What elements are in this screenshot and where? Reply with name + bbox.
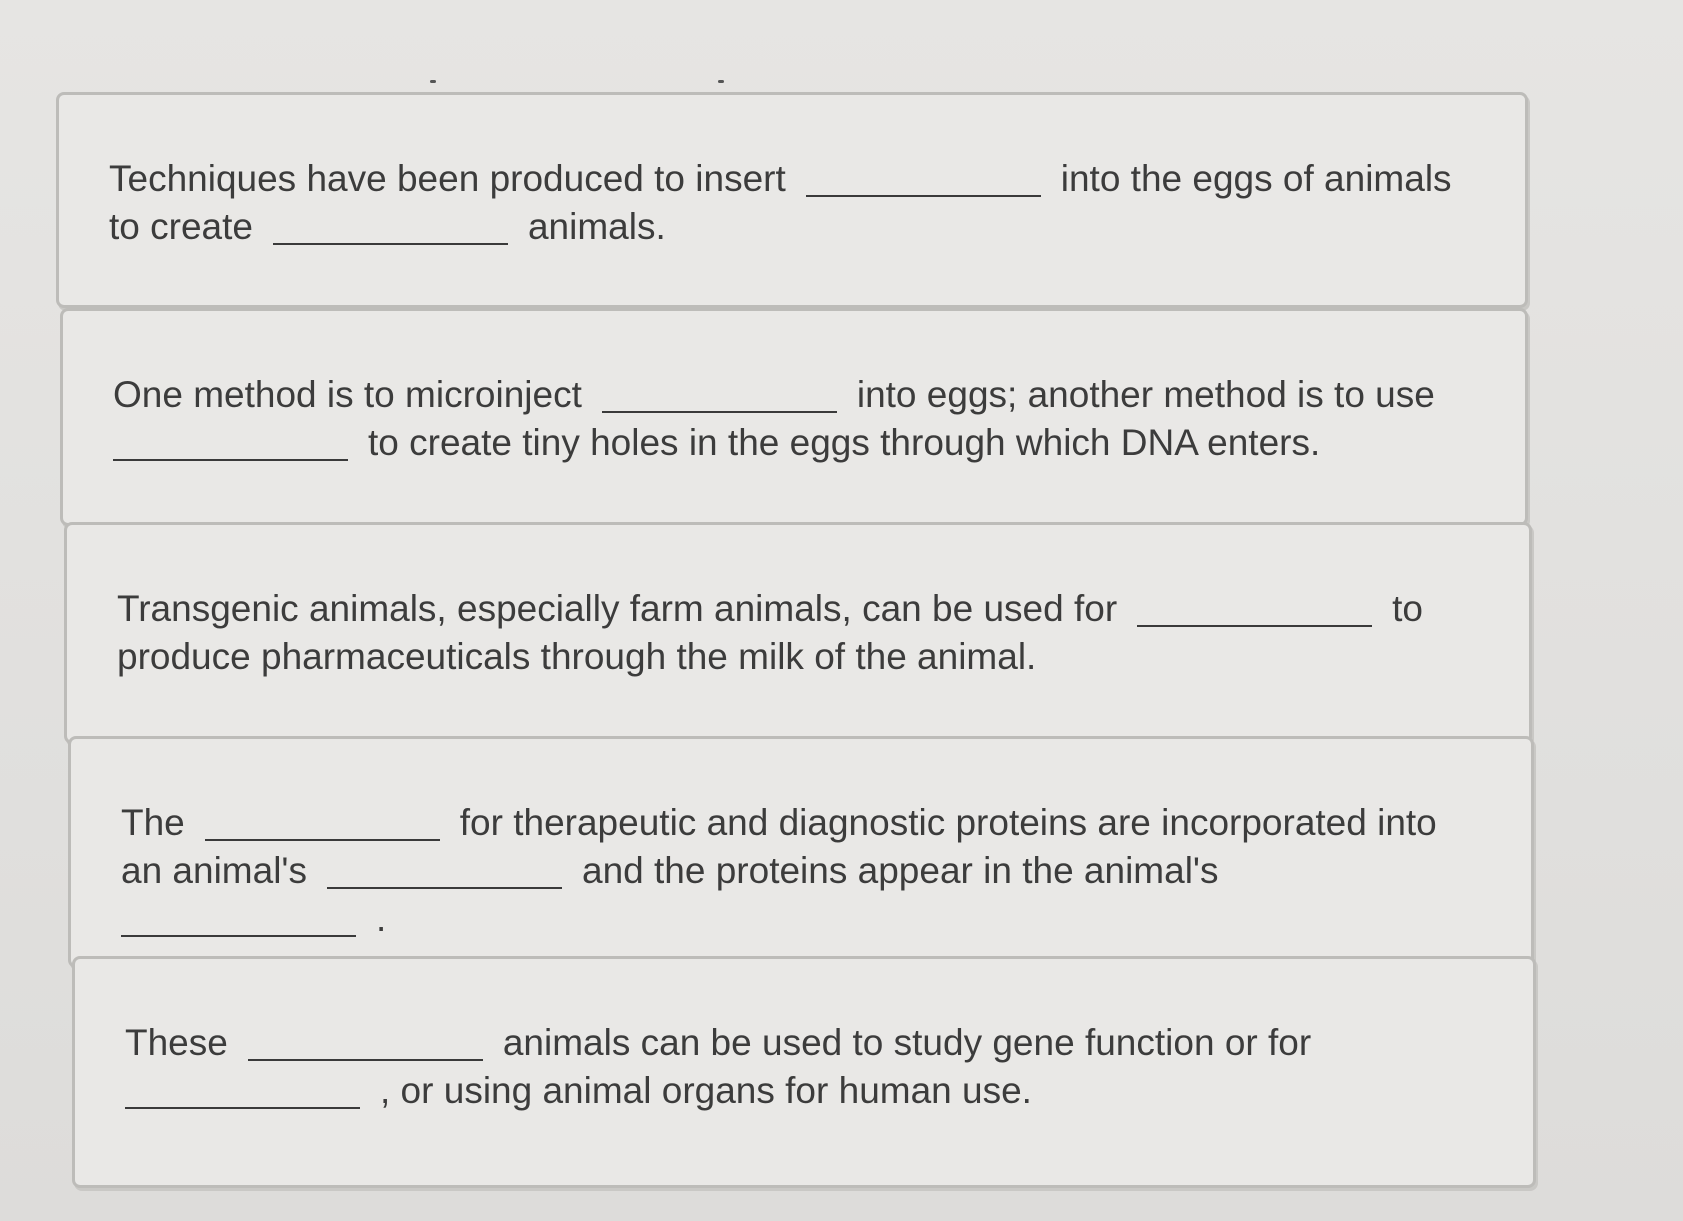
question-text-segment: to create — [109, 206, 253, 247]
question-text-segment: , or using animal organs for human use. — [380, 1070, 1032, 1111]
question-text-1 — [109, 155, 1452, 251]
question-text-segment: One method is to microinject — [113, 374, 582, 415]
question-text-segment: for therapeutic and diagnostic proteins are incorporated into — [459, 802, 1437, 843]
question-card-2 — [60, 308, 1528, 526]
question-text-segment: Techniques have been produced to insert — [109, 158, 786, 199]
question-text-segment: These — [125, 1022, 228, 1063]
question-text-segment: . — [376, 898, 387, 939]
question-card-1 — [56, 92, 1528, 308]
answer-blank[interactable] — [125, 1073, 360, 1109]
question-card-5 — [72, 956, 1536, 1188]
question-line — [113, 419, 1445, 467]
question-text-5 — [125, 1019, 1453, 1115]
question-line — [121, 895, 1451, 943]
question-text-segment: animals. — [527, 206, 666, 247]
answer-blank[interactable] — [602, 377, 837, 413]
answer-blank[interactable] — [1137, 591, 1372, 627]
question-text-4 — [121, 799, 1451, 943]
question-card-3 — [64, 522, 1532, 744]
question-line — [117, 585, 1449, 633]
question-text-3 — [117, 585, 1449, 681]
answer-blank[interactable] — [327, 853, 562, 889]
question-text-segment: into eggs; another method is to use — [856, 374, 1435, 415]
question-text-segment: animals can be used to study gene function or for — [502, 1022, 1312, 1063]
answer-blank[interactable] — [248, 1025, 483, 1061]
question-text-segment: an animal's — [121, 850, 307, 891]
question-line — [125, 1019, 1453, 1067]
question-text-segment: The — [121, 802, 185, 843]
answer-blank[interactable] — [273, 209, 508, 245]
question-line — [113, 371, 1445, 419]
question-line — [121, 847, 1451, 895]
question-line — [109, 155, 1452, 203]
question-line — [117, 633, 1449, 681]
answer-blank[interactable] — [806, 161, 1041, 197]
answer-blank[interactable] — [113, 425, 348, 461]
question-text-2 — [113, 371, 1445, 467]
question-text-segment: to create tiny holes in the eggs through which DNA enters. — [368, 422, 1321, 463]
question-text-segment: Transgenic animals, especially farm animals, can be used for — [117, 588, 1118, 629]
question-text-segment: to — [1392, 588, 1423, 629]
question-card-4 — [68, 736, 1534, 968]
question-line — [121, 799, 1451, 847]
answer-blank[interactable] — [121, 901, 356, 937]
question-line — [109, 203, 1445, 251]
answer-blank[interactable] — [205, 805, 440, 841]
scroll-mark — [718, 80, 724, 83]
question-text-segment: into the eggs of animals — [1060, 158, 1452, 199]
question-text-segment: produce pharmaceuticals through the milk of the animal. — [117, 636, 1037, 677]
question-line — [125, 1067, 1453, 1115]
question-text-segment: and the proteins appear in the animal's — [582, 850, 1219, 891]
scroll-mark — [430, 80, 436, 83]
